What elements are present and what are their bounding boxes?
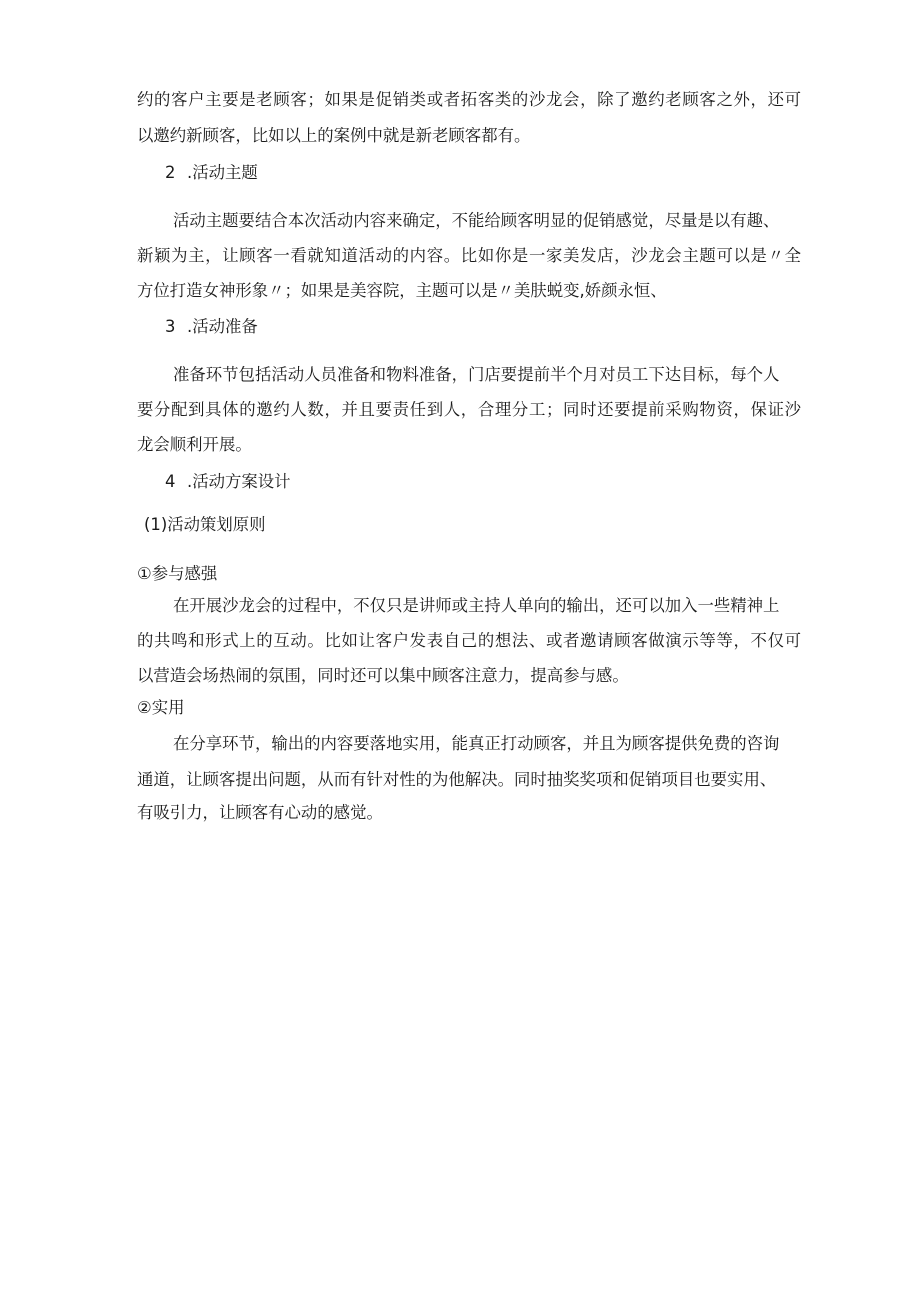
paragraph-line: 在开展沙龙会的过程中，不仅只是讲师或主持人单向的输出，还可以加入一些精神上 <box>173 596 780 615</box>
section-heading-2 <box>165 162 258 184</box>
paragraph-line: 新颖为主，让顾客一看就知道活动的内容。比如你是一家美发店，沙龙会主题可以是〃全 <box>137 246 801 265</box>
paragraph-line: 活动主题要结合本次活动内容来确定，不能给顾客明显的促销感觉，尽量是以有趣、 <box>173 211 780 230</box>
paragraph-line: 的共鸣和形式上的互动。比如让客户发表自己的想法、或者邀请顾客做演示等等，不仅可 <box>137 631 801 650</box>
paragraph-line: 有吸引力，让顾客有心动的感觉。 <box>137 803 383 822</box>
paragraph-line: 方位打造女神形象〃；如果是美容院，主题可以是〃美肤蜕变,娇颜永恒、 <box>137 281 667 300</box>
list-item-heading: ②实用 <box>137 698 185 717</box>
list-item-heading: ①参与感强 <box>137 564 218 583</box>
paragraph-line: 龙会顺利开展。 <box>137 435 252 454</box>
paragraph-line: 要分配到具体的邀约人数，并且要责任到人，合理分工；同时还要提前采购物资，保证沙 <box>137 400 801 419</box>
section-number: 4 <box>165 472 176 491</box>
paragraph-line: 以邀约新顾客，比如以上的案例中就是新老顾客都有。 <box>137 126 531 145</box>
section-title: .活动方案设计 <box>187 472 291 491</box>
paragraph-line: 在分享环节，输出的内容要落地实用，能真正打动顾客，并且为顾客提供免费的咨询 <box>173 734 780 753</box>
section-number: 3 <box>165 317 176 336</box>
section-heading-4 <box>165 471 291 493</box>
section-title: .活动主题 <box>187 163 258 182</box>
paragraph-line: 通道，让顾客提出问题，从而有针对性的为他解决。同时抽奖奖项和促销项目也要实用、 <box>137 770 777 789</box>
paragraph-line: 准备环节包括活动人员准备和物料准备，门店要提前半个月对员工下达目标，每个人 <box>173 365 780 384</box>
subsection-heading: (1)活动策划原则 <box>144 515 266 534</box>
section-number: 2 <box>165 163 176 182</box>
section-heading-3 <box>165 316 258 338</box>
section-title: .活动准备 <box>187 317 258 336</box>
paragraph-line: 以营造会场热闹的氛围，同时还可以集中顾客注意力，提高参与感。 <box>137 666 629 685</box>
paragraph-line: 约的客户主要是老顾客；如果是促销类或者拓客类的沙龙会，除了邀约老顾客之外，还可 <box>137 90 801 109</box>
